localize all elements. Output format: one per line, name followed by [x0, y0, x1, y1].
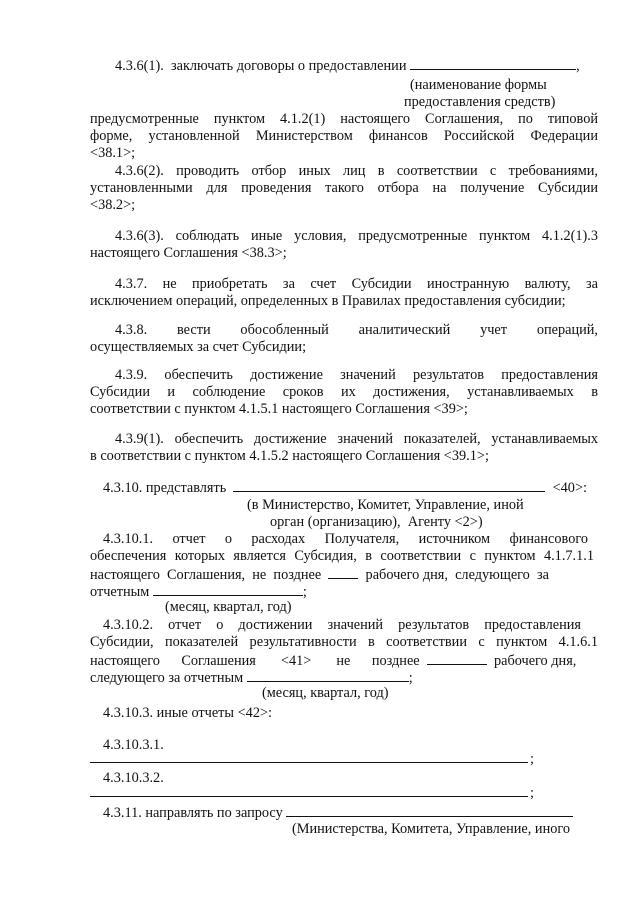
clause-text: предусмотренные пунктом 4.1.2(1) настоящего Соглашения, по типовой: [90, 111, 598, 127]
clause-4-3-11: 4.3.11. направлять по запросу: [103, 803, 573, 822]
clause-text: соответствии с пунктом 4.1.5.1 настоящего Соглашения <39>;: [90, 401, 468, 417]
blank-field: [233, 478, 545, 492]
clause-text: ;: [530, 751, 534, 767]
clause-4-3-9: 4.3.9. обеспечить достижение значений результатов предоставления: [115, 367, 598, 383]
clause-text: настоящего Соглашения, не позднее рабочего дня, следующего за: [90, 567, 549, 583]
clause-4-3-8: 4.3.8. вести обособленный аналитический учет операций,: [115, 322, 598, 338]
blank-field: [410, 56, 576, 70]
clause-text: ;: [530, 785, 534, 801]
clause-text: настоящего Соглашения <38.3>;: [90, 245, 287, 261]
clause-4-3-10-3: 4.3.10.3. иные отчеты <42>:: [103, 705, 273, 721]
blank-field: [247, 668, 409, 682]
clause-text: осуществляемых за счет Субсидии;: [90, 339, 307, 355]
clause-text: отчетным ;: [90, 584, 307, 600]
blank-field: [286, 803, 573, 817]
caption-recipient-2: орган (организацию), Агенту <2>): [270, 514, 483, 530]
clause-text: <38.1>;: [90, 145, 136, 161]
caption-requester: (Министерства, Комитета, Управление, иного: [292, 821, 571, 837]
clause-4-3-6-3: 4.3.6(3). соблюдать иные условия, предусмотренные пунктом 4.1.2(1).3: [115, 228, 598, 244]
clause-text: Субсидии и соблюдение сроков их достижения, устанавливаемых в: [90, 384, 598, 400]
clause-4-3-10-3-2: 4.3.10.3.2.: [103, 770, 164, 786]
clause-text: Субсидии, показателей результативности в соответствии с пунктом 4.1.6.1: [90, 634, 598, 650]
clause-4-3-10-1: 4.3.10.1. отчет о расходах Получателя, источником финансового: [103, 531, 588, 547]
blank-field: [153, 582, 303, 596]
clause-text: настоящего Соглашения <41> не позднее рабочего дня,: [90, 653, 577, 669]
clause-text: обеспечения которых является Субсидия, в соответствии с пунктом 4.1.7.1.1: [90, 548, 594, 564]
clause-4-3-10-3-1: 4.3.10.3.1.: [103, 737, 164, 753]
clause-text: установленными для проведения такого отбора на получение Субсидии: [90, 180, 598, 196]
clause-4-3-6-1: 4.3.6(1). заключать договоры о предоставлении ,: [115, 58, 580, 74]
clause-4-3-10-2: 4.3.10.2. отчет о достижении значений результатов предоставления: [103, 617, 581, 633]
caption-recipient: (в Министерство, Комитет, Управление, иной: [247, 497, 524, 513]
caption-period: (месяц, квартал, год): [165, 599, 292, 615]
clause-4-3-9-1: 4.3.9(1). обеспечить достижение значений показателей, устанавливаемых: [115, 431, 598, 447]
clause-text: <38.2>;: [90, 197, 136, 213]
clause-text: исключением операций, определенных в Правилах предоставления субсидии;: [90, 293, 566, 309]
clause-4-3-6-2: 4.3.6(2). проводить отбор иных лиц в соответствии с требованиями,: [115, 163, 598, 179]
clause-4-3-10: 4.3.10. представлять <40>:: [103, 480, 587, 496]
clause-4-3-7: 4.3.7. не приобретать за счет Субсидии иностранную валюту, за: [115, 276, 598, 292]
caption-form-name-2: предоставления средств): [404, 94, 556, 110]
clause-text: следующего за отчетным ;: [90, 670, 413, 686]
caption-form-name: (наименование формы: [410, 77, 547, 93]
clause-text: форме, установленной Министерством финансов Российской Федерации: [90, 128, 598, 144]
blank-field: [427, 651, 487, 665]
blank-field: [328, 565, 358, 579]
clause-text: в соответствии с пунктом 4.1.5.2 настоящего Соглашения <39.1>;: [90, 448, 489, 464]
blank-line: [90, 762, 528, 763]
blank-line: [90, 796, 528, 797]
caption-period: (месяц, квартал, год): [262, 685, 389, 701]
